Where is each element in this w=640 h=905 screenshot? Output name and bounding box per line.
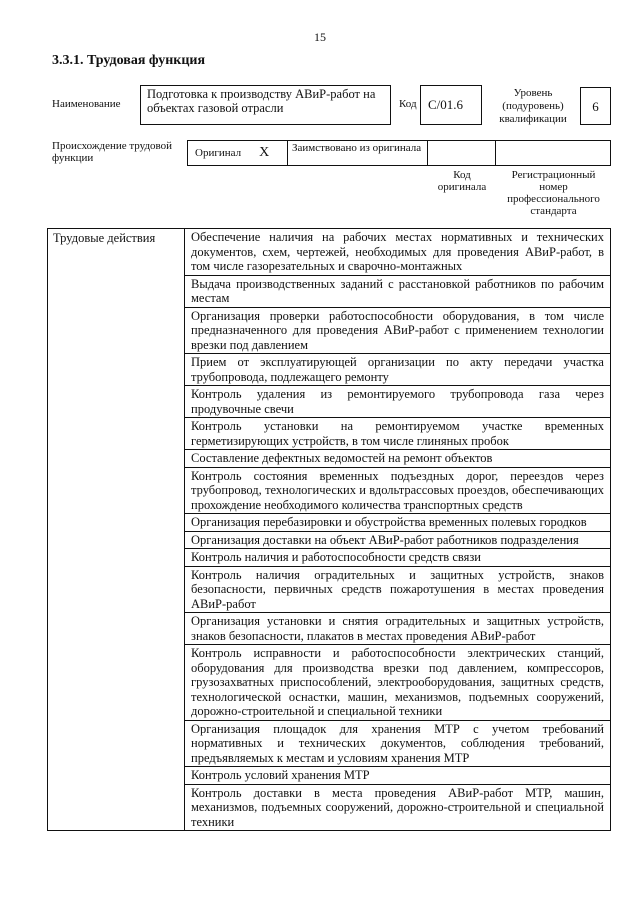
labor-action-row: Контроль наличия оградительных и защитных устройств, знаков безопасности, первичных средств пожаротушения в местах проведения АВиР-работ	[185, 567, 610, 614]
borrowed-cell: Заимствовано из оригинала	[288, 141, 428, 165]
labor-action-row: Контроль исправности и работоспособности электрических станций, оборудования для производства врезки под давлением, компрессоров, грузозахватных приспособлений, электрооборудования, защитных средств, технологической оснастки, машин, механизмов, подъемных сооружений, дорожно-строительной и специальной техники	[185, 645, 610, 721]
labor-action-row: Составление дефектных ведомостей на ремонт объектов	[185, 450, 610, 468]
reg-nomer-label: Регистрационный номер профессионального стандарта	[507, 169, 600, 217]
labor-action-row: Контроль доставки в места проведения АВиР-работ МТР, машин, механизмов, подъемных сооружений, дорожно-строительной и специальной техники	[191, 785, 604, 829]
labor-action-row: Организация площадок для хранения МТР с учетом требований нормативных и технических документов, соблюдения требований, предъявляемых к местам и условиям хранения МТР	[185, 721, 610, 768]
labor-action-row: Выдача производственных заданий с расстановкой работников по рабочим местам	[185, 276, 610, 308]
labor-actions-label: Трудовые действия	[48, 229, 185, 830]
labor-actions-table	[47, 228, 611, 831]
labor-action-row: Контроль наличия и работоспособности средств связи	[185, 549, 610, 567]
uroven-label: Уровень (подуровень) квалификации	[499, 87, 567, 125]
page-number: 15	[314, 30, 326, 44]
kod-value: С/01.6	[420, 85, 482, 125]
labor-action-row: Организация проверки работоспособности оборудования, в том числе предназначенного для проведения АВиР-работ с применением технологии врезки под давлением	[185, 308, 610, 355]
labor-action-row: Организация доставки на объект АВиР-работ работников подразделения	[185, 532, 610, 550]
kod-originala-cell	[428, 141, 496, 165]
naimenovanie-label: Наименование	[52, 98, 121, 110]
section-title: 3.3.1. Трудовая функция	[52, 53, 206, 68]
labor-action-row: Организация установки и снятия оградительных и защитных устройств, знаков безопасности, плакатов в местах проведения АВиР-работ	[185, 613, 610, 645]
labor-action-row: Контроль удаления из ремонтируемого трубопровода газа через продувочные свечи	[185, 386, 610, 418]
original-label: Оригинал	[195, 147, 242, 159]
origin-row	[187, 140, 611, 166]
labor-action-row: Контроль условий хранения МТР	[185, 767, 610, 785]
kod-originala-label: Код оригинала	[437, 169, 487, 193]
labor-action-row: Организация перебазировки и обустройства временных полевых городков	[185, 514, 610, 532]
labor-action-row: Контроль установки на ремонтируемом участке временных герметизирующих устройств, в том числе глиняных пробок	[185, 418, 610, 450]
labor-action-row: Контроль состояния временных подъездных дорог, переездов через трубопровод, технологических и вдольтрассовых проездов, обеспечивающих прохождение необходимого количества транспортных средств	[185, 468, 610, 515]
labor-actions-list	[185, 229, 610, 830]
labor-action-row: Обеспечение наличия на рабочих местах нормативных и технических документов, схем, чертежей, необходимых для проведения АВиР-работ, в том числе газорезательных и сварочно-монтажных	[185, 229, 610, 276]
naimenovanie-value: Подготовка к производству АВиР-работ на объектах газовой отрасли	[140, 85, 391, 125]
reg-nomer-cell	[496, 141, 610, 165]
uroven-value: 6	[580, 87, 611, 125]
kod-label: Код	[399, 98, 417, 110]
labor-action-row: Прием от эксплуатирующей организации по акту передачи участка трубопровода, подлежащего ремонту	[185, 354, 610, 386]
original-mark: X	[259, 145, 270, 160]
origin-label: Происхождение трудовой функции	[52, 140, 173, 164]
original-cell	[188, 141, 288, 165]
